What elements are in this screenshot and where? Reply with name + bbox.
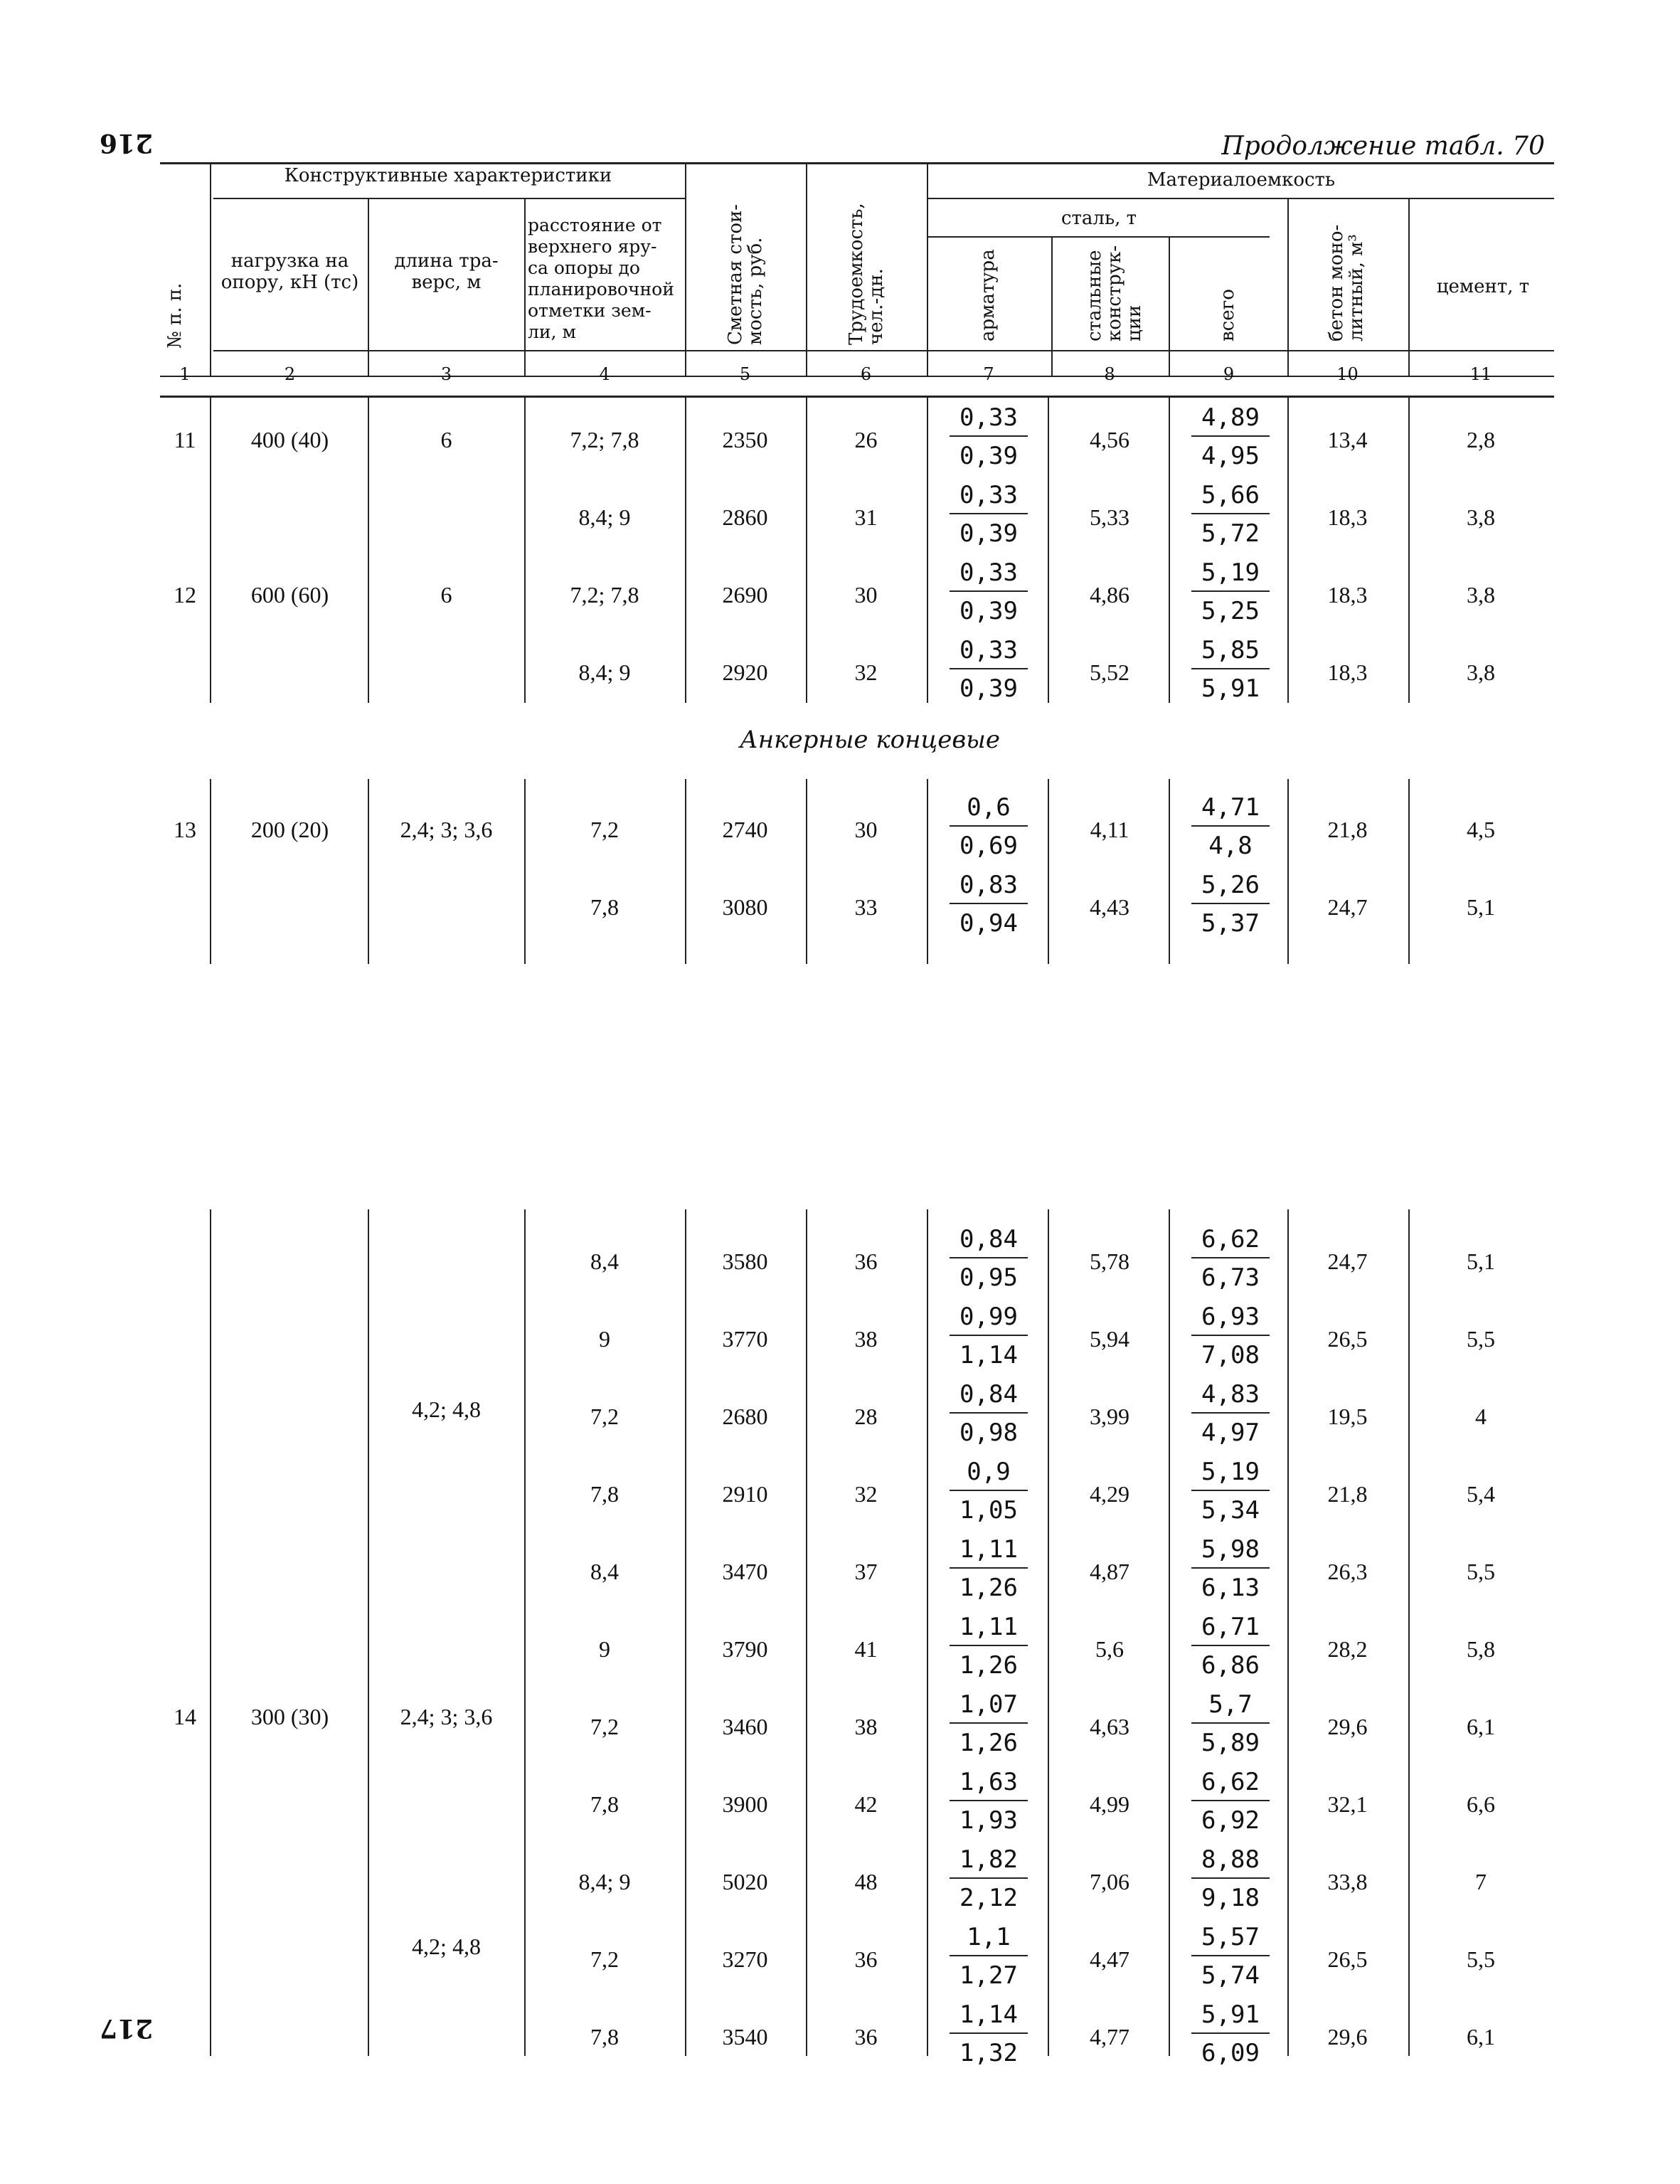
row-top-2-cost: 2690 — [722, 582, 768, 608]
row-anchor-0-steel-struct: 4,11 — [1090, 817, 1129, 842]
row-bottom-8-rebar — [950, 1843, 1028, 1914]
colnum-6: 6 — [860, 364, 872, 384]
row-bottom-10-rebar — [950, 1998, 1028, 2069]
row-top-3-cost: 2920 — [722, 659, 768, 685]
body-top-rule — [160, 396, 1554, 398]
material-group-rule — [928, 198, 1554, 199]
row-bottom-8-rebar-denominator: 2,12 — [959, 1884, 1018, 1912]
row-bottom-1-distance: 9 — [599, 1326, 610, 1352]
vrule-b2-3 — [524, 779, 526, 964]
vrule-b3-2 — [368, 1209, 369, 2056]
row-anchor-1-steel-struct: 4,43 — [1090, 894, 1129, 920]
row-bottom-7-concrete: 32,1 — [1327, 1791, 1368, 1817]
vrule-b1-3 — [524, 397, 526, 703]
row-top-0-total-numerator: 4,89 — [1191, 401, 1270, 437]
row-bottom-4-cement: 5,5 — [1467, 1559, 1495, 1584]
vrule-10 — [1408, 199, 1410, 376]
row-anchor-1-total-denominator: 5,37 — [1201, 909, 1260, 938]
row-bottom-6-total-numerator: 5,7 — [1191, 1688, 1270, 1724]
vrule-b2-9 — [1287, 779, 1289, 964]
vrule-b3-1 — [210, 1209, 211, 2056]
row-bottom-0-rebar-denominator: 0,95 — [959, 1263, 1018, 1292]
row-top-1-total-denominator: 5,72 — [1201, 519, 1260, 548]
row-bottom-3-rebar-numerator: 0,9 — [950, 1456, 1028, 1491]
row-top-2-cement: 3,8 — [1467, 582, 1495, 608]
row-bottom-3-concrete: 21,8 — [1327, 1481, 1368, 1507]
row-bottom-1-rebar — [950, 1300, 1028, 1372]
row-top-3-rebar-denominator: 0,39 — [959, 674, 1018, 703]
row-bottom-10-total-numerator: 5,91 — [1191, 1998, 1270, 2034]
row-bottom-4-concrete: 26,3 — [1327, 1559, 1368, 1584]
row-bottom-4-steel-struct: 4,87 — [1090, 1559, 1129, 1584]
row-bottom-9-cost: 3270 — [722, 1946, 768, 1972]
col-num-header: № п. п. — [164, 282, 186, 349]
row-bottom-2-distance: 7,2 — [590, 1404, 619, 1429]
steel-struct-header: стальные конструк- ции — [1084, 245, 1145, 341]
row-top-1-rebar — [950, 479, 1028, 550]
row-bottom-5-total-denominator: 6,86 — [1201, 1651, 1260, 1680]
row-anchor-0-cost: 2740 — [722, 817, 768, 842]
vrule-b1-7 — [1048, 397, 1049, 703]
row-bottom-4-rebar-denominator: 1,26 — [959, 1574, 1018, 1602]
row-bottom-7-cost: 3900 — [722, 1791, 768, 1817]
row-top-0-load: 400 (40) — [250, 427, 329, 452]
vrule-b3-7 — [1048, 1209, 1049, 2056]
row-top-2-labor: 30 — [854, 582, 878, 608]
row-bottom-4-labor: 37 — [854, 1559, 878, 1584]
row-bottom-3-cost: 2910 — [722, 1481, 768, 1507]
row-bottom-10-labor: 36 — [854, 2024, 878, 2050]
row-bottom-7-labor: 42 — [854, 1791, 878, 1817]
row-bottom-1-total — [1191, 1300, 1270, 1372]
row-bottom-4-total-numerator: 5,98 — [1191, 1533, 1270, 1569]
row-bottom-10-cement: 6,1 — [1467, 2024, 1495, 2050]
row-anchor-1-rebar — [950, 869, 1028, 940]
row-top-1-cement: 3,8 — [1467, 504, 1495, 530]
vrule-2 — [368, 199, 369, 376]
row-top-2-rebar — [950, 556, 1028, 627]
vrule-b2-7 — [1048, 779, 1049, 964]
row-bottom-7-steel-struct: 4,99 — [1090, 1791, 1129, 1817]
row-bottom-9-rebar-denominator: 1,27 — [959, 1961, 1018, 1990]
row-bottom-10-total-denominator: 6,09 — [1201, 2039, 1260, 2067]
row-bottom-5-rebar-numerator: 1,11 — [950, 1611, 1028, 1646]
row-anchor-0-cement: 4,5 — [1467, 817, 1495, 842]
row-bottom-0-total-numerator: 6,62 — [1191, 1223, 1270, 1258]
row-top-3-steel-struct: 5,52 — [1090, 659, 1129, 685]
vrule-b2-5 — [806, 779, 807, 964]
row-bottom-7-rebar-denominator: 1,93 — [959, 1806, 1018, 1835]
vrule-b2-1 — [210, 779, 211, 964]
colnum-9: 9 — [1223, 364, 1235, 384]
labor-header: Трудоемкость, чел.-дн. — [846, 203, 887, 345]
row-top-2-number: 12 — [174, 582, 196, 608]
vrule-3 — [524, 199, 526, 376]
row-bottom-5-distance: 9 — [599, 1636, 610, 1662]
row-bottom-3-rebar — [950, 1456, 1028, 1527]
vrule-5 — [806, 162, 807, 376]
row-bottom-8-total-denominator: 9,18 — [1201, 1884, 1260, 1912]
section-anchor-label: Анкерные концевые — [740, 726, 1000, 754]
row-bottom-8-concrete: 33,8 — [1327, 1869, 1368, 1894]
material-group-header: Материалоемкость — [1147, 169, 1336, 191]
row-bottom-5-cost: 3790 — [722, 1636, 768, 1662]
row-bottom-6-rebar — [950, 1688, 1028, 1759]
row-top-0-rebar-denominator: 0,39 — [959, 442, 1018, 470]
row-bottom-2-rebar-numerator: 0,84 — [950, 1378, 1028, 1414]
row-anchor-0-distance: 7,2 — [590, 817, 619, 842]
vrule-b3-6 — [927, 1209, 928, 2056]
row-bottom-6-total-denominator: 5,89 — [1201, 1729, 1260, 1757]
row-top-1-total-numerator: 5,66 — [1191, 479, 1270, 514]
row-bottom-3-cement: 5,4 — [1467, 1481, 1495, 1507]
row-bottom-9-distance: 7,2 — [590, 1946, 619, 1972]
vrule-b1-1 — [210, 397, 211, 703]
row-bottom-4-total — [1191, 1533, 1270, 1604]
row-top-1-rebar-numerator: 0,33 — [950, 479, 1028, 514]
row-bottom-6-cost: 3460 — [722, 1714, 768, 1739]
row-bottom-7-distance: 7,8 — [590, 1791, 619, 1817]
row-bottom-2-total — [1191, 1378, 1270, 1449]
row-bottom-8-labor: 48 — [854, 1869, 878, 1894]
colnum-2: 2 — [284, 364, 296, 384]
row-top-0-labor: 26 — [854, 427, 878, 452]
steel-group-header: сталь, т — [1060, 208, 1137, 229]
row-top-3-rebar-numerator: 0,33 — [950, 634, 1028, 669]
row-bottom-4-rebar-numerator: 1,11 — [950, 1533, 1028, 1569]
row-bottom-5-total — [1191, 1611, 1270, 1682]
row-anchor-0-number: 13 — [174, 817, 196, 842]
colnum-8: 8 — [1104, 364, 1115, 384]
vrule-b2-2 — [368, 779, 369, 964]
row-bottom-1-concrete: 26,5 — [1327, 1326, 1368, 1352]
vrule-6 — [927, 162, 928, 376]
concrete-header: бетон моно- литный, м³ — [1326, 224, 1367, 341]
row-top-1-labor: 31 — [854, 504, 878, 530]
row-top-2-concrete: 18,3 — [1327, 582, 1368, 608]
row-bottom-7-cement: 6,6 — [1467, 1791, 1495, 1817]
row-bottom-2-cement: 4 — [1475, 1404, 1487, 1429]
row-top-0-concrete: 13,4 — [1327, 427, 1368, 452]
row14-traverse-c: 4,2; 4,8 — [412, 1934, 481, 1959]
colnum-3: 3 — [440, 364, 452, 384]
row-bottom-8-cement: 7 — [1475, 1869, 1487, 1894]
row-bottom-6-concrete: 29,6 — [1327, 1714, 1368, 1739]
colnum-1: 1 — [179, 364, 191, 384]
row-bottom-9-concrete: 26,5 — [1327, 1946, 1368, 1972]
vrule-b1-6 — [927, 397, 928, 703]
row-bottom-9-total — [1191, 1921, 1270, 1992]
row-top-0-total — [1191, 401, 1270, 472]
row-bottom-4-total-denominator: 6,13 — [1201, 1574, 1260, 1602]
row-top-0-cost: 2350 — [722, 427, 768, 452]
header-top-rule — [160, 162, 1554, 164]
row-anchor-0-labor: 30 — [854, 817, 878, 842]
row-top-3-total-numerator: 5,85 — [1191, 634, 1270, 669]
row-bottom-3-total-numerator: 5,19 — [1191, 1456, 1270, 1491]
row-bottom-9-rebar — [950, 1921, 1028, 1992]
row-bottom-8-total — [1191, 1843, 1270, 1914]
row-bottom-2-rebar — [950, 1378, 1028, 1449]
row-bottom-5-cement: 5,8 — [1467, 1636, 1495, 1662]
page-number-bottom: 217 — [100, 2013, 154, 2043]
row-anchor-1-cost: 3080 — [722, 894, 768, 920]
row-bottom-9-cement: 5,5 — [1467, 1946, 1495, 1972]
row-top-2-rebar-numerator: 0,33 — [950, 556, 1028, 592]
row-bottom-5-total-numerator: 6,71 — [1191, 1611, 1270, 1646]
row-bottom-10-steel-struct: 4,77 — [1090, 2024, 1129, 2050]
row-bottom-8-steel-struct: 7,06 — [1090, 1869, 1129, 1894]
row-bottom-0-cost: 3580 — [722, 1249, 768, 1274]
row-bottom-1-steel-struct: 5,94 — [1090, 1326, 1129, 1352]
traverse-header: длина тра- верс, м — [394, 250, 499, 293]
row-bottom-10-concrete: 29,6 — [1327, 2024, 1368, 2050]
row-bottom-2-concrete: 19,5 — [1327, 1404, 1368, 1429]
row-bottom-3-total — [1191, 1456, 1270, 1527]
row-bottom-0-labor: 36 — [854, 1249, 878, 1274]
row-top-0-steel-struct: 4,56 — [1090, 427, 1129, 452]
row14-traverse-a: 4,2; 4,8 — [412, 1396, 481, 1422]
row-bottom-10-total — [1191, 1998, 1270, 2069]
row-bottom-6-total — [1191, 1688, 1270, 1759]
vrule-8 — [1169, 238, 1170, 376]
row-anchor-0-rebar-numerator: 0,6 — [950, 791, 1028, 827]
row-anchor-1-concrete: 24,7 — [1327, 894, 1368, 920]
row-bottom-9-total-denominator: 5,74 — [1201, 1961, 1260, 1990]
row-bottom-2-total-numerator: 4,83 — [1191, 1378, 1270, 1414]
row-anchor-0-concrete: 21,8 — [1327, 817, 1368, 842]
row-bottom-2-rebar-denominator: 0,98 — [959, 1419, 1018, 1447]
rebar-header: арматура — [977, 249, 999, 341]
vrule-b3-8 — [1169, 1209, 1170, 2056]
row-bottom-7-rebar-numerator: 1,63 — [950, 1766, 1028, 1801]
row-bottom-9-rebar-numerator: 1,1 — [950, 1921, 1028, 1956]
row-anchor-0-traverse: 2,4; 3; 3,6 — [400, 817, 493, 842]
row-top-2-distance: 7,2; 7,8 — [570, 582, 639, 608]
row-bottom-6-labor: 38 — [854, 1714, 878, 1739]
row-bottom-0-concrete: 24,7 — [1327, 1249, 1368, 1274]
colnum-11: 11 — [1469, 364, 1492, 384]
colnum-10: 10 — [1336, 364, 1359, 384]
row-top-2-total-numerator: 5,19 — [1191, 556, 1270, 592]
row-bottom-9-total-numerator: 5,57 — [1191, 1921, 1270, 1956]
vrule-b3-3 — [524, 1209, 526, 2056]
page-number-top: 216 — [100, 128, 154, 158]
total-header: всего — [1217, 289, 1238, 341]
row14-number: 14 — [174, 1704, 196, 1729]
row-top-2-rebar-denominator: 0,39 — [959, 597, 1018, 625]
row-anchor-1-rebar-denominator: 0,94 — [959, 909, 1018, 938]
row-bottom-10-rebar-numerator: 1,14 — [950, 1998, 1028, 2034]
colnum-5: 5 — [739, 364, 751, 384]
row-bottom-8-distance: 8,4; 9 — [578, 1869, 631, 1894]
row-anchor-1-labor: 33 — [854, 894, 878, 920]
row-top-3-cement: 3,8 — [1467, 659, 1495, 685]
row-bottom-5-rebar-denominator: 1,26 — [959, 1651, 1018, 1680]
row-bottom-7-total-numerator: 6,62 — [1191, 1766, 1270, 1801]
constructive-group-rule — [213, 198, 685, 199]
vrule-4 — [685, 162, 686, 376]
distance-header: расстояние от верхнего яру- са опоры до планировочной отметки зем- ли, м — [528, 215, 674, 342]
vrule-b2-4 — [685, 779, 686, 964]
row-bottom-7-total-denominator: 6,92 — [1201, 1806, 1260, 1835]
row-bottom-7-rebar — [950, 1766, 1028, 1837]
row-top-0-rebar-numerator: 0,33 — [950, 401, 1028, 437]
row-bottom-0-rebar — [950, 1223, 1028, 1294]
row-anchor-0-total-denominator: 4,8 — [1208, 832, 1253, 860]
row-top-3-distance: 8,4; 9 — [578, 659, 631, 685]
row-bottom-4-rebar — [950, 1533, 1028, 1604]
table-caption: Продолжение табл. 70 — [1221, 132, 1545, 161]
row-top-1-concrete: 18,3 — [1327, 504, 1368, 530]
row-bottom-9-steel-struct: 4,47 — [1090, 1946, 1129, 1972]
row-bottom-7-total — [1191, 1766, 1270, 1837]
row-bottom-4-distance: 8,4 — [590, 1559, 619, 1584]
row-bottom-2-total-denominator: 4,97 — [1201, 1419, 1260, 1447]
row-bottom-1-labor: 38 — [854, 1326, 878, 1352]
vrule-b2-10 — [1408, 779, 1410, 964]
row-bottom-1-total-denominator: 7,08 — [1201, 1341, 1260, 1369]
row-bottom-3-labor: 32 — [854, 1481, 878, 1507]
row-bottom-6-cement: 6,1 — [1467, 1714, 1495, 1739]
row-bottom-3-distance: 7,8 — [590, 1481, 619, 1507]
row-top-1-cost: 2860 — [722, 504, 768, 530]
row-top-3-total-denominator: 5,91 — [1201, 674, 1260, 703]
row-bottom-5-steel-struct: 5,6 — [1095, 1636, 1124, 1662]
row-top-1-distance: 8,4; 9 — [578, 504, 631, 530]
row-top-2-steel-struct: 4,86 — [1090, 582, 1129, 608]
cement-header: цемент, т — [1436, 276, 1530, 297]
row-bottom-8-total-numerator: 8,88 — [1191, 1843, 1270, 1879]
row-bottom-6-steel-struct: 4,63 — [1090, 1714, 1129, 1739]
load-header: нагрузка на опору, кН (тс) — [220, 250, 359, 293]
vrule-1 — [210, 162, 211, 376]
row-bottom-0-total-denominator: 6,73 — [1201, 1263, 1260, 1292]
row-top-1-steel-struct: 5,33 — [1090, 504, 1129, 530]
row-top-0-rebar — [950, 401, 1028, 472]
row-bottom-0-cement: 5,1 — [1467, 1249, 1495, 1274]
row-bottom-10-rebar-denominator: 1,32 — [959, 2039, 1018, 2067]
row-anchor-1-distance: 7,8 — [590, 894, 619, 920]
row-bottom-1-rebar-denominator: 1,14 — [959, 1341, 1018, 1369]
row-bottom-3-rebar-denominator: 1,05 — [959, 1496, 1018, 1525]
row-bottom-10-cost: 3540 — [722, 2024, 768, 2050]
row-bottom-2-cost: 2680 — [722, 1404, 768, 1429]
row-top-2-load: 600 (60) — [250, 582, 329, 608]
row-top-3-labor: 32 — [854, 659, 878, 685]
row-top-2-total — [1191, 556, 1270, 627]
constructive-group-header: Конструктивные характеристики — [284, 165, 612, 186]
row-bottom-5-rebar — [950, 1611, 1028, 1682]
row14-traverse-b: 2,4; 3; 3,6 — [400, 1704, 493, 1729]
row-anchor-1-cement: 5,1 — [1467, 894, 1495, 920]
row-bottom-1-rebar-numerator: 0,99 — [950, 1300, 1028, 1336]
row-bottom-3-total-denominator: 5,34 — [1201, 1496, 1260, 1525]
vrule-b2-8 — [1169, 779, 1170, 964]
row-bottom-1-cost: 3770 — [722, 1326, 768, 1352]
row-top-0-number: 11 — [174, 427, 196, 452]
row-anchor-0-total-numerator: 4,71 — [1191, 791, 1270, 827]
row-anchor-0-rebar — [950, 791, 1028, 862]
row-bottom-2-labor: 28 — [854, 1404, 878, 1429]
row-top-0-total-denominator: 4,95 — [1201, 442, 1260, 470]
row-top-2-traverse: 6 — [440, 582, 452, 608]
row14-load: 300 (30) — [250, 1704, 329, 1729]
row-top-1-total — [1191, 479, 1270, 550]
row-bottom-6-rebar-denominator: 1,26 — [959, 1729, 1018, 1757]
row-bottom-0-steel-struct: 5,78 — [1090, 1249, 1129, 1274]
row-bottom-0-total — [1191, 1223, 1270, 1294]
row-bottom-3-steel-struct: 4,29 — [1090, 1481, 1129, 1507]
row-bottom-6-distance: 7,2 — [590, 1714, 619, 1739]
row-anchor-0-rebar-denominator: 0,69 — [959, 832, 1018, 860]
row-top-2-total-denominator: 5,25 — [1201, 597, 1260, 625]
row-bottom-0-rebar-numerator: 0,84 — [950, 1223, 1028, 1258]
row-bottom-5-labor: 41 — [854, 1636, 878, 1662]
row-bottom-10-distance: 7,8 — [590, 2024, 619, 2050]
row-bottom-8-rebar-numerator: 1,82 — [950, 1843, 1028, 1879]
row-anchor-1-total — [1191, 869, 1270, 940]
header-bottom-rule — [213, 350, 1554, 351]
row-anchor-1-rebar-numerator: 0,83 — [950, 869, 1028, 904]
colnum-7: 7 — [983, 364, 994, 384]
row-bottom-5-concrete: 28,2 — [1327, 1636, 1368, 1662]
row-bottom-1-total-numerator: 6,93 — [1191, 1300, 1270, 1336]
row-bottom-2-steel-struct: 3,99 — [1090, 1404, 1129, 1429]
row-top-3-total — [1191, 634, 1270, 705]
row-bottom-9-labor: 36 — [854, 1946, 878, 1972]
row-bottom-1-cement: 5,5 — [1467, 1326, 1495, 1352]
vrule-9 — [1287, 199, 1289, 376]
row-top-0-distance: 7,2; 7,8 — [570, 427, 639, 452]
row-bottom-8-cost: 5020 — [722, 1869, 768, 1894]
row-top-3-concrete: 18,3 — [1327, 659, 1368, 685]
cost-header: Сметная стои- мость, руб. — [725, 203, 766, 345]
row-bottom-4-cost: 3470 — [722, 1559, 768, 1584]
row-top-0-traverse: 6 — [440, 427, 452, 452]
row-top-0-cement: 2,8 — [1467, 427, 1495, 452]
row-anchor-0-load: 200 (20) — [250, 817, 329, 842]
row-bottom-0-distance: 8,4 — [590, 1249, 619, 1274]
vrule-b1-8 — [1169, 397, 1170, 703]
colnum-4: 4 — [599, 364, 610, 384]
row-anchor-0-total — [1191, 791, 1270, 862]
row-top-3-rebar — [950, 634, 1028, 705]
row-top-1-rebar-denominator: 0,39 — [959, 519, 1018, 548]
vrule-b1-2 — [368, 397, 369, 703]
vrule-7 — [1051, 238, 1053, 376]
vrule-b2-6 — [927, 779, 928, 964]
row-anchor-1-total-numerator: 5,26 — [1191, 869, 1270, 904]
row-bottom-6-rebar-numerator: 1,07 — [950, 1688, 1028, 1724]
